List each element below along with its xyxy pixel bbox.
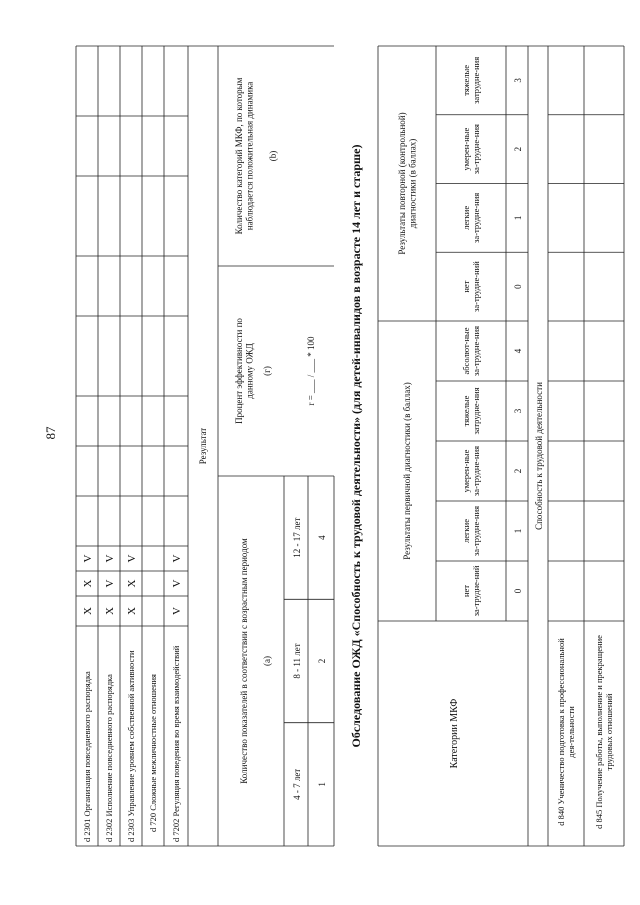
table1-mark: V xyxy=(104,579,116,588)
result-age-num: 4 xyxy=(317,535,327,540)
table1-mark: V xyxy=(104,554,116,563)
rotated-page-content xyxy=(70,36,630,876)
table1-mark: V xyxy=(171,554,183,563)
table1-mark: X xyxy=(126,607,138,615)
result-formula: r = ___ / ___ * 100 xyxy=(306,336,316,406)
table2-primary-score: 0 xyxy=(513,588,523,594)
table2-row-label: d 840 Ученичество подготовка к профессиональной xyxy=(555,638,566,826)
table1-mark: V xyxy=(126,554,138,563)
table2-primary-level: нет xyxy=(460,584,471,598)
result-table-title: Результат xyxy=(198,427,208,465)
table1-mark: V xyxy=(82,554,94,563)
result-col-c-header: Количество категорий МКФ, по которым xyxy=(233,77,244,235)
table2-repeat-score: 3 xyxy=(513,78,523,83)
table2-repeat-level: за-трудне-ний xyxy=(470,261,481,313)
result-col-b-header: Процент эффективности по xyxy=(233,318,244,424)
table2-primary-level: умерен-ные xyxy=(460,449,471,493)
table2-repeat-score: 0 xyxy=(513,284,523,289)
table1-mark: V xyxy=(171,607,183,615)
result-col-c-sub: (b) xyxy=(268,150,278,162)
result-age-num: 1 xyxy=(317,782,327,787)
result-col-b-sub: (г) xyxy=(262,366,272,376)
document-tables xyxy=(70,36,630,876)
table2-row-label: d 845 Получение работы, выполнение и прекращение xyxy=(593,635,604,829)
table2-repeat-header: Результаты повторной (контрольной) xyxy=(396,112,407,255)
table2-repeat-level: затрудне-ния xyxy=(470,56,481,104)
table2-section-row: Способность к трудовой деятельности xyxy=(534,382,544,530)
result-age-label: 4 - 7 лет xyxy=(292,768,302,800)
table2-repeat-header: диагностики (в баллах) xyxy=(407,138,418,229)
result-col-b-header: данному ОЖД xyxy=(244,343,255,399)
table2-category-header: Категории МКФ xyxy=(449,698,460,769)
table2-primary-level: за-трудне-ния xyxy=(470,325,481,377)
table1-row-label: d 2303 Управление уровнем собственной активности xyxy=(126,650,136,842)
table2-primary-level: за-трудне-ния xyxy=(470,505,481,557)
table1-row-label: d 720 Сложные межличностные отношения xyxy=(148,674,158,832)
table1-mark: V xyxy=(171,579,183,588)
table1-mark: X xyxy=(104,607,116,615)
result-age-num: 2 xyxy=(317,658,327,664)
table1-row-label: d 2302 Исполнение повседневного распорядка xyxy=(104,674,114,842)
result-age-label: 12 - 17 лет xyxy=(292,517,302,558)
table2-row-label: дея-тельности xyxy=(565,706,576,758)
table2-primary-score: 1 xyxy=(513,528,523,534)
table2-repeat-score: 1 xyxy=(513,215,523,221)
page-number: 87 xyxy=(43,426,58,440)
table2-primary-level: затрудне-ния xyxy=(470,387,481,435)
table1-mark: X xyxy=(126,579,138,588)
table1-row-label: d 7202 Регуляция поведения во время взаимодействий xyxy=(171,645,181,842)
result-col-a-sub: (а) xyxy=(262,656,272,666)
table2-primary-level: абсолют-ные xyxy=(460,327,471,375)
table2-primary-score: 3 xyxy=(513,408,523,414)
table2-repeat-level: умерен-ные xyxy=(460,127,471,171)
table2-primary-level: тяжелые xyxy=(460,395,471,427)
result-age-label: 8 - 11 лет xyxy=(292,643,302,679)
table2-repeat-level: тяжелые xyxy=(460,64,471,96)
table1-row-label: d 2301 Организация повседневного распорядка xyxy=(82,671,92,842)
table2-repeat-level: легкие xyxy=(460,205,471,230)
table2-row-label: трудовых отношений xyxy=(603,693,614,771)
table1-mark: X xyxy=(82,607,94,615)
table2-primary-level: за-трудне-ния xyxy=(470,445,481,497)
table2-repeat-level: за-трудне-ния xyxy=(470,192,481,243)
table1-mark: X xyxy=(82,579,94,588)
table2-primary-level: за-трудне-ний xyxy=(470,565,481,617)
table2-primary-score: 4 xyxy=(513,348,523,354)
table2-primary-score: 2 xyxy=(513,468,523,474)
table2-repeat-score: 2 xyxy=(513,146,523,152)
table2-primary-header: Результаты первичной диагностики (в баллах) xyxy=(402,382,413,560)
result-col-c-header: наблюдается положительная динамика xyxy=(244,81,255,231)
result-col-a-header: Количество показателей в соответствии с возрастным периодом xyxy=(239,538,250,784)
table2-repeat-level: нет xyxy=(460,280,471,293)
section-title: Обследование ОЖД «Способность к трудовой деятельности» (для детей-инвалидов в возрасте 14 лет и старше) xyxy=(349,144,363,748)
table2-primary-level: легкие xyxy=(460,519,471,543)
table2-repeat-level: за-трудне-ния xyxy=(470,124,481,175)
